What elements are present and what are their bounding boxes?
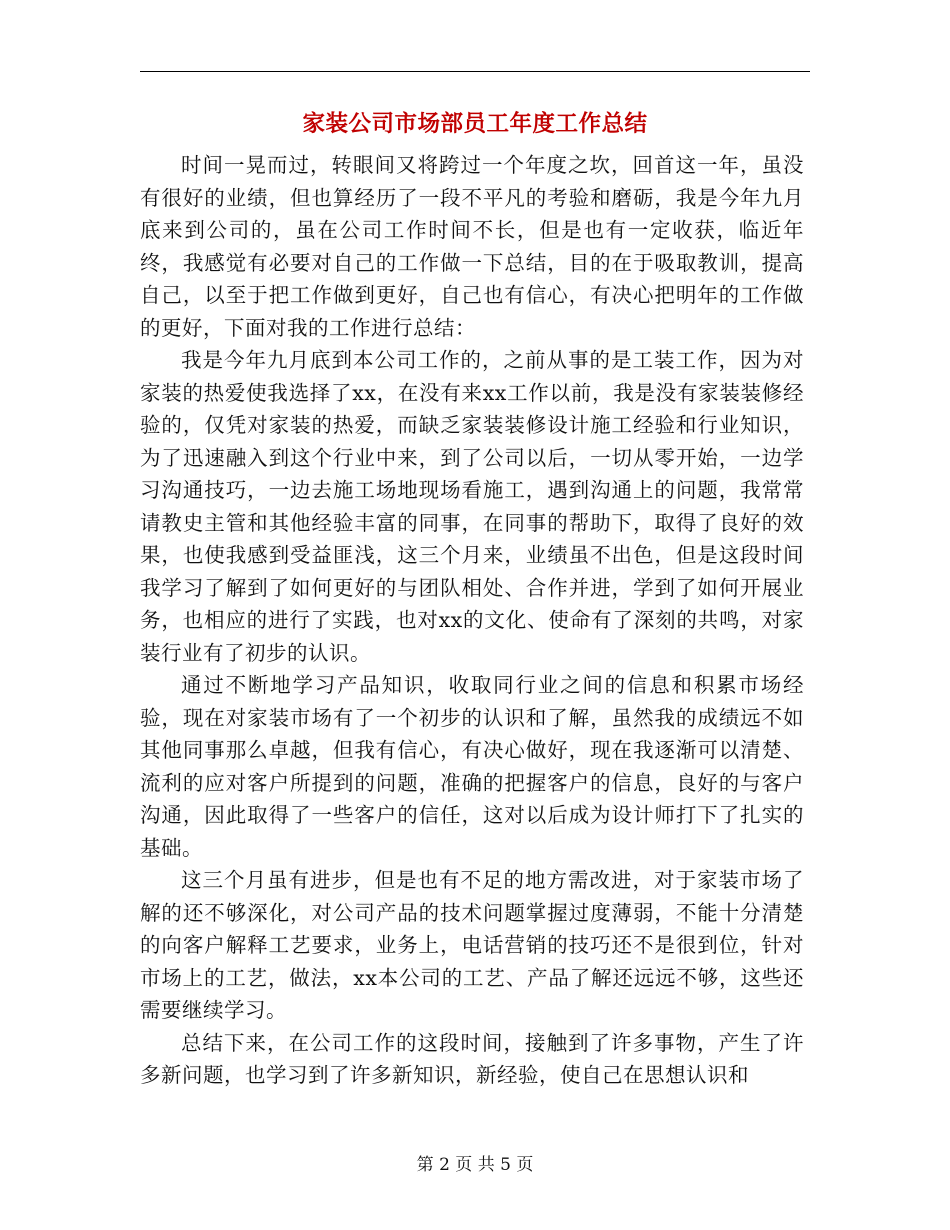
header-rule bbox=[140, 71, 810, 72]
paragraph-2: 我是今年九月底到本公司工作的，之前从事的是工装工作，因为对家装的热爱使我选择了xx，在没有来xx工作以前，我是没有家装装修经验的，仅凭对家装的热爱，而缺乏家装装修设计施工经验和行业知识，为了迅速融入到这个行业中来，到了公司以后，一切从零开始，一边学习沟通技巧，一边去施工场地现场看施工，遇到沟通上的问题，我常常请教史主管和其他经验丰富的同事，在同事的帮助下，取得了良好的效果，也使我感到受益匪浅，这三个月来，业绩虽不出色，但是这段时间我学习了解到了如何更好的与团队相处、合作并进，学到了如何开展业务，也相应的进行了实践，也对xx的文化、使命有了深刻的共鸣，对家装行业有了初步的认识。 bbox=[140, 348, 804, 665]
document-title: 家装公司市场部员工年度工作总结 bbox=[302, 111, 648, 137]
page-footer bbox=[0, 1153, 950, 1177]
footer-suffix: 页 bbox=[516, 1155, 534, 1175]
paragraph-3: 通过不断地学习产品知识，收取同行业之间的信息和积累市场经验，现在对家装市场有了一个初步的认识和了解，虽然我的成绩远不如其他同事那么卓越，但我有信心，有决心做好，现在我逐渐可以清楚、流利的应对客户所提到的问题，准确的把握客户的信息，良好的与客户沟通，因此取得了一些客户的信任，这对以后成为设计师打下了扎实的基础。 bbox=[140, 673, 804, 860]
paragraph-5: 总结下来，在公司工作的这段时间，接触到了许多事物，产生了许多新问题，也学习到了许多新知识，新经验，使自己在思想认识和 bbox=[140, 1030, 804, 1087]
footer-prefix: 第 bbox=[416, 1155, 434, 1175]
paragraph-4: 这三个月虽有进步，但是也有不足的地方需改进，对于家装市场了解的还不够深化，对公司产品的技术问题掌握过度薄弱，不能十分清楚的向客户解释工艺要求，业务上，电话营销的技巧还不是很到位，针对市场上的工艺，做法，xx本公司的工艺、产品了解还远远不够，这些还需要继续学习。 bbox=[140, 868, 804, 1022]
paragraph-1: 时间一晃而过，转眼间又将跨过一个年度之坎，回首这一年，虽没有很好的业绩，但也算经历了一段不平凡的考验和磨砺，我是今年九月底来到公司的，虽在公司工作时间不长，但是也有一定收获，临近年终，我感觉有必要对自己的工作做一下总结，目的在于吸取教训，提高自己，以至于把工作做到更好，自己也有信心，有决心把明年的工作做的更好，下面对我的工作进行总结： bbox=[140, 153, 804, 340]
footer-total-pages: 5 bbox=[500, 1155, 511, 1175]
footer-total-label: 共 bbox=[477, 1155, 495, 1175]
footer-page-label: 页 bbox=[455, 1155, 473, 1175]
footer-current-page: 2 bbox=[439, 1155, 450, 1175]
document-body bbox=[140, 149, 804, 1092]
